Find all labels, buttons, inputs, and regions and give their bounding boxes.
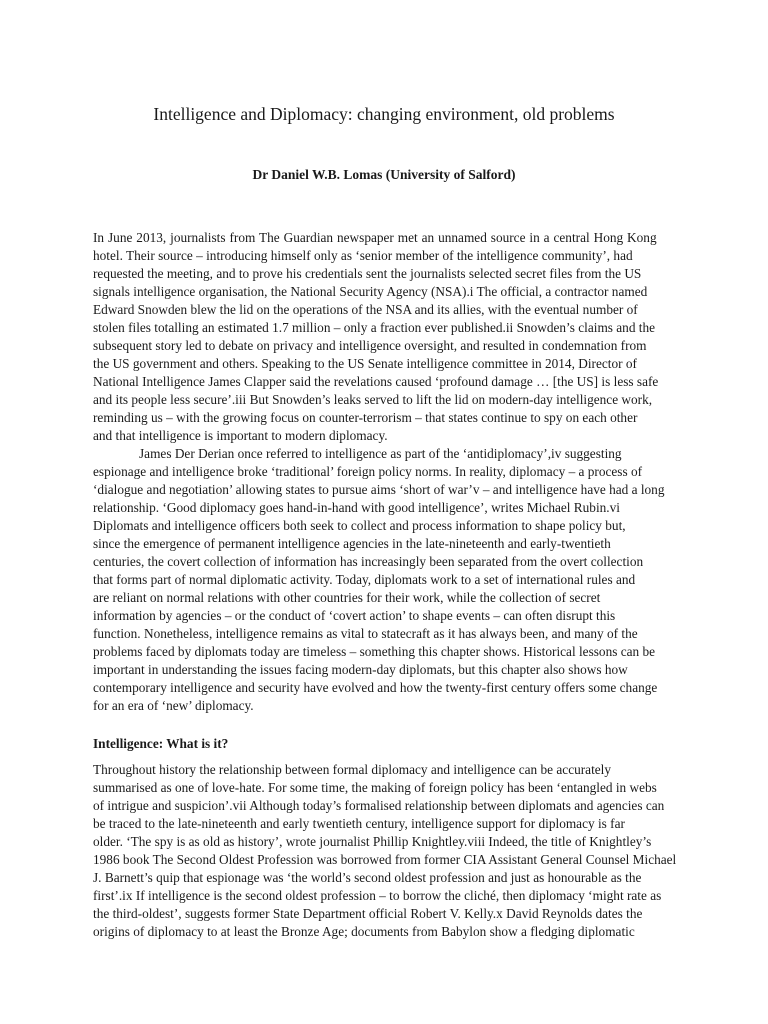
text-line: requested the meeting, and to prove his credentials sent the journalists selected secret files from the US: [93, 266, 642, 281]
text-line: be traced to the late-nineteenth and early twentieth century, intelligence support for diplomacy is far: [93, 816, 625, 831]
text-line: espionage and intelligence broke ‘traditional’ foreign policy norms. In reality, diplomacy – a process of: [93, 464, 643, 479]
text-line: centuries, the covert collection of information has increasingly been separated from the overt collection: [93, 554, 644, 569]
text-line: reminding us – with the growing focus on counter-terrorism – that states continue to spy on each other: [93, 410, 638, 425]
text-line: information by agencies – or the conduct of ‘covert action’ to shape events – can often disrupt this: [93, 608, 616, 623]
text-line: Diplomats and intelligence officers both seek to collect and process information to shape policy but,: [93, 518, 626, 533]
text-line: J. Barnett’s quip that espionage was ‘the world’s second oldest profession and just as honourable as the: [93, 870, 642, 885]
text-line: stolen files totalling an estimated 1.7 million – only a fraction ever published.ii Snowden’s claims and the: [93, 320, 656, 335]
text-line: In June 2013, journalists from The Guardian newspaper met an unnamed source in a central Hong Kong: [93, 230, 657, 245]
paragraph-2: [93, 445, 679, 715]
text-line: that forms part of normal diplomatic activity. Today, diplomats work to a set of international rules and: [93, 572, 636, 587]
paragraph-1: [93, 229, 679, 445]
text-line: older. ‘The spy is as old as history’, wrote journalist Phillip Knightley.viii Indeed, the title of Knightley’s: [93, 834, 652, 849]
text-line: the US government and others. Speaking to the US Senate intelligence committee in 2014, Director of: [93, 356, 637, 371]
text-line: National Intelligence James Clapper said the revelations caused ‘profound damage … [the US] is less safe: [93, 374, 659, 389]
text-line: Edward Snowden blew the lid on the operations of the NSA and its allies, with the eventual number of: [93, 302, 638, 317]
text-line: relationship. ‘Good diplomacy goes hand-in-hand with good intelligence’, writes Michael Rubin.vi: [93, 500, 620, 515]
text-line: function. Nonetheless, intelligence remains as vital to statecraft as it has always been, and many of the: [93, 626, 638, 641]
text-line: the third-oldest’, suggests former State Department official Robert V. Kelly.x David Reynolds dates the: [93, 906, 643, 921]
text-line: first’.ix If intelligence is the second oldest profession – to borrow the cliché, then diplomacy ‘might rate as: [93, 888, 662, 903]
text-line: Throughout history the relationship between formal diplomacy and intelligence can be accurately: [93, 762, 612, 777]
text-line: contemporary intelligence and security have evolved and how the twenty-first century offers some change: [93, 680, 658, 695]
text-line: summarised as one of love-hate. For some time, the making of foreign policy has been ‘entangled in webs: [93, 780, 657, 795]
text-line: James Der Derian once referred to intelligence as part of the ‘antidiplomacy’,iv suggesting: [139, 446, 622, 461]
text-line: important in understanding the issues facing modern-day diplomats, but this chapter also shows how: [93, 662, 628, 677]
document-title: Intelligence and Diplomacy: changing environment, old problems: [153, 104, 615, 124]
section-heading: Intelligence: What is it?: [93, 736, 229, 751]
text-line: 1986 book The Second Oldest Profession was borrowed from former CIA Assistant General Counsel Michael: [93, 852, 677, 867]
text-line: ‘dialogue and negotiation’ allowing states to pursue aims ‘short of war’v – and intelligence have had a long: [93, 482, 665, 497]
document-author: Dr Daniel W.B. Lomas (University of Salford): [252, 167, 516, 182]
text-line: origins of diplomacy to at least the Bronze Age; documents from Babylon show a fledging diplomatic: [93, 924, 635, 939]
text-line: hotel. Their source – introducing himself only as ‘senior member of the intelligence community’, had: [93, 248, 633, 263]
text-line: and its people less secure’.iii But Snowden’s leaks served to lift the lid on modern-day intelligence work,: [93, 392, 653, 407]
text-line: for an era of ‘new’ diplomacy.: [93, 698, 254, 713]
paragraph-3: [93, 761, 679, 941]
text-line: and that intelligence is important to modern diplomacy.: [93, 428, 388, 443]
text-line: since the emergence of permanent intelligence agencies in the late-nineteenth and early-twentieth: [93, 536, 611, 551]
text-line: signals intelligence organisation, the National Security Agency (NSA).i The official, a contractor named: [93, 284, 648, 299]
text-line: are reliant on normal relations with other countries for their work, while the collection of secret: [93, 590, 601, 605]
text-line: subsequent story led to debate on privacy and intelligence oversight, and resulted in condemnation from: [93, 338, 647, 353]
text-line: of intrigue and suspicion’.vii Although today’s formalised relationship between diplomats and agencies can: [93, 798, 665, 813]
text-line: problems faced by diplomats today are timeless – something this chapter shows. Historical lessons can be: [93, 644, 656, 659]
